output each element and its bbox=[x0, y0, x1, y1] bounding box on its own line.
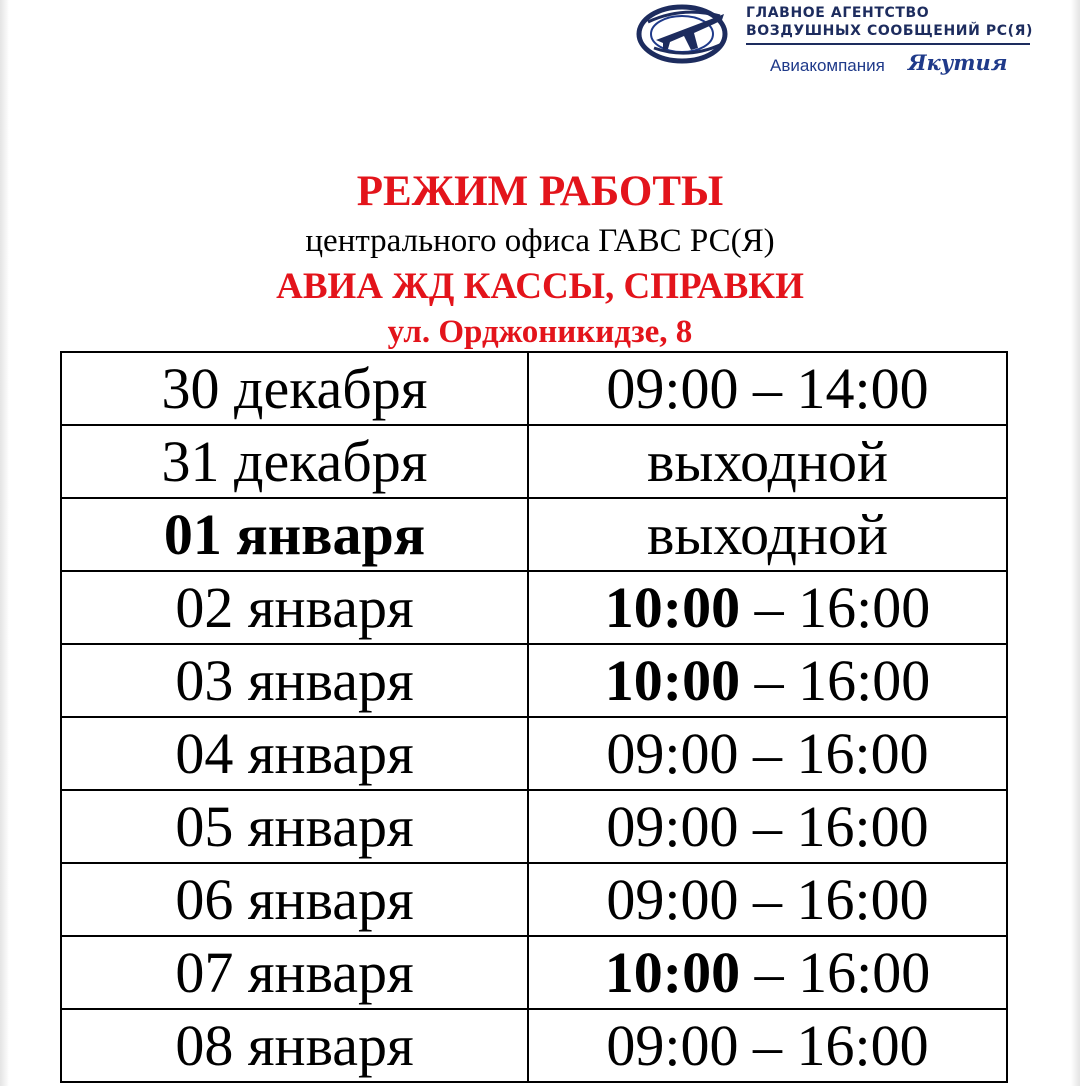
hours-cell: 09:00 – 16:00 bbox=[528, 1009, 1007, 1082]
page-edge-left bbox=[0, 0, 9, 1086]
date-cell: 03 января bbox=[61, 644, 528, 717]
hours-cell bbox=[528, 571, 1007, 644]
logo-agency-line1: ГЛАВНОЕ АГЕНТСТВО bbox=[746, 5, 930, 21]
table-row bbox=[61, 936, 1007, 1009]
logo-airline-brand: Якутия bbox=[908, 50, 1008, 75]
date-cell: 08 января bbox=[61, 1009, 528, 1082]
table-row bbox=[61, 425, 1007, 498]
logo-divider bbox=[746, 43, 1030, 45]
hours-end: – 16:00 bbox=[740, 647, 931, 713]
hours-cell bbox=[528, 936, 1007, 1009]
hours-start: 10:00 bbox=[604, 574, 741, 640]
page-edge-right bbox=[1071, 0, 1080, 1086]
date-cell: 05 января bbox=[61, 790, 528, 863]
service-heading: АВИА ЖД КАССЫ, СПРАВКИ bbox=[276, 266, 804, 307]
date-cell: 02 января bbox=[61, 571, 528, 644]
logo-agency-line2: ВОЗДУШНЫХ СООБЩЕНИЙ РС(Я) bbox=[746, 23, 1033, 39]
agency-logo bbox=[636, 2, 1036, 82]
hours-cell: 09:00 – 16:00 bbox=[528, 790, 1007, 863]
hours-end: – 16:00 bbox=[740, 939, 931, 1005]
office-subtitle: центрального офиса ГАВС РС(Я) bbox=[305, 223, 775, 259]
hours-cell: выходной bbox=[528, 425, 1007, 498]
schedule-table bbox=[60, 351, 1008, 1083]
date-cell: 31 декабря bbox=[61, 425, 528, 498]
date-cell: 30 декабря bbox=[61, 352, 528, 425]
table-row bbox=[61, 717, 1007, 790]
table-row bbox=[61, 352, 1007, 425]
hours-end: – 16:00 bbox=[740, 574, 931, 640]
table-row bbox=[61, 863, 1007, 936]
hours-start: 10:00 bbox=[604, 939, 741, 1005]
hours-start: 10:00 bbox=[604, 647, 741, 713]
logo-airline-label: Авиакомпания bbox=[770, 56, 885, 75]
table-row bbox=[61, 790, 1007, 863]
hours-cell: 09:00 – 14:00 bbox=[528, 352, 1007, 425]
table-row bbox=[61, 571, 1007, 644]
airplane-globe-icon bbox=[636, 2, 738, 66]
office-address: ул. Орджоникидзе, 8 bbox=[387, 314, 693, 350]
date-cell: 01 января bbox=[61, 498, 528, 571]
date-cell: 04 января bbox=[61, 717, 528, 790]
date-cell: 07 января bbox=[61, 936, 528, 1009]
table-row bbox=[61, 1009, 1007, 1082]
table-row bbox=[61, 498, 1007, 571]
hours-cell: 09:00 – 16:00 bbox=[528, 717, 1007, 790]
page-title: РЕЖИМ РАБОТЫ bbox=[356, 168, 724, 215]
hours-cell bbox=[528, 644, 1007, 717]
table-row bbox=[61, 644, 1007, 717]
date-cell: 06 января bbox=[61, 863, 528, 936]
hours-cell: выходной bbox=[528, 498, 1007, 571]
hours-cell: 09:00 – 16:00 bbox=[528, 863, 1007, 936]
